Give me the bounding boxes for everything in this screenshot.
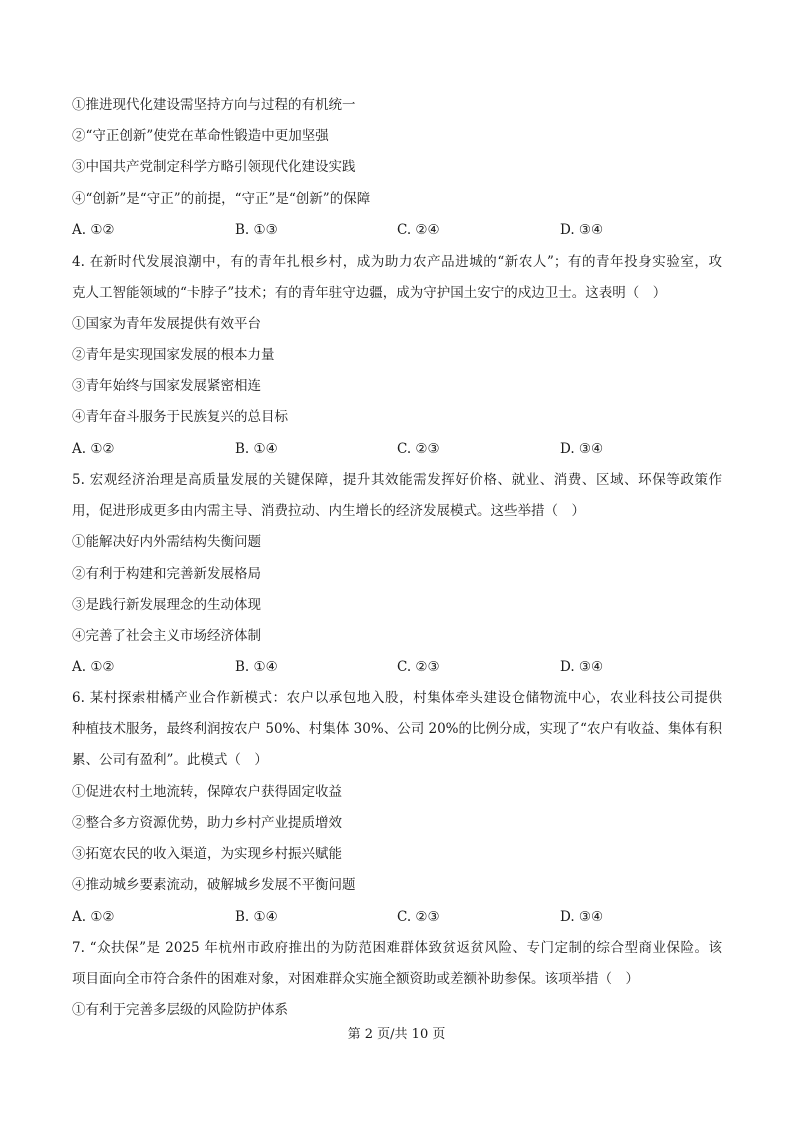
q3-option-c: C. ②④ [397,222,440,238]
q4-option-d: D. ③④ [560,441,604,457]
q6-option-b: B. ①④ [235,909,278,925]
q6-option-c: C. ②③ [397,909,440,925]
q3-option-a: A. ①② [72,222,115,238]
q3-statement-4: ④“创新”是“守正”的前提，“守正”是“创新”的保障 [72,191,371,207]
q6-stem-line-2: 种植技术服务，最终利润按农户 50%、村集体 30%、公司 20%的比例分成，实现了“农户有收益、集体有积 [72,721,722,737]
q3-option-b: B. ①③ [235,222,278,238]
q3-statement-3: ③中国共产党制定科学方略引领现代化建设实践 [72,159,356,175]
q6-statement-2: ②整合多方资源优势，助力乡村产业提质增效 [72,815,342,831]
q4-option-a: A. ①② [72,441,115,457]
q4-stem-line-1: 4. 在新时代发展浪潮中，有的青年扎根乡村，成为助力农产品进城的“新农人”；有的青年投身实验室，攻 [72,254,722,270]
q5-option-c: C. ②③ [397,659,440,675]
q7-statement-1: ①有利于完善多层级的风险防护体系 [72,1002,288,1018]
q5-option-b: B. ①④ [235,659,278,675]
q4-statement-2: ②青年是实现国家发展的根本力量 [72,347,275,363]
q4-option-b: B. ①④ [235,441,278,457]
q3-statement-1: ①推进现代化建设需坚持方向与过程的有机统一 [72,97,356,113]
q6-statement-3: ③拓宽农民的收入渠道，为实现乡村振兴赋能 [72,846,342,862]
q5-option-a: A. ①② [72,659,115,675]
q5-stem-line-2: 用，促进形成更多由内需主导、消费拉动、内生增长的经济发展模式。这些举措（ ） [72,503,585,519]
q7-stem-line-2: 项目面向全市符合条件的困难对象，对困难群众实施全额资助或差额补助参保。该项举措（ ） [72,971,639,987]
q4-statement-4: ④青年奋斗服务于民族复兴的总目标 [72,409,288,425]
q4-statement-1: ①国家为青年发展提供有效平台 [72,316,261,332]
q6-statement-1: ①促进农村土地流转，保障农户获得固定收益 [72,784,342,800]
q6-statement-4: ④推动城乡要素流动，破解城乡发展不平衡问题 [72,877,356,893]
q5-stem-line-1: 5. 宏观经济治理是高质量发展的关键保障，提升其效能需发挥好价格、就业、消费、区域、环保等政策作 [72,472,722,488]
q5-statement-3: ③是践行新发展理念的生动体现 [72,597,261,613]
q3-option-d: D. ③④ [560,222,604,238]
q5-statement-1: ①能解决好内外需结构失衡问题 [72,534,261,550]
q5-statement-4: ④完善了社会主义市场经济体制 [72,628,261,644]
q5-option-d: D. ③④ [560,659,604,675]
q4-stem-line-2: 克人工智能领域的“卡脖子”技术；有的青年驻守边疆，成为守护国土安宁的戍边卫士。这表明（ ） [72,285,667,301]
q6-stem-line-1: 6. 某村探索柑橘产业合作新模式：农户以承包地入股，村集体牵头建设仓储物流中心，农业科技公司提供 [72,690,722,706]
q6-option-a: A. ①② [72,909,115,925]
q6-stem-line-3: 累、公司有盈利”。此模式（ ） [72,752,268,768]
q4-option-c: C. ②③ [397,441,440,457]
q4-statement-3: ③青年始终与国家发展紧密相连 [72,378,261,394]
q6-option-d: D. ③④ [560,909,604,925]
q3-statement-2: ②“守正创新”使党在革命性锻造中更加坚强 [72,128,329,144]
q5-statement-2: ②有利于构建和完善新发展格局 [72,566,261,582]
q7-stem-line-1: 7. “众扶保”是 2025 年杭州市政府推出的为防范困难群体致贫返贫风险、专门定制的综合型商业保险。该 [72,940,722,956]
page-number-footer: 第 2 页/共 10 页 [347,1027,446,1042]
